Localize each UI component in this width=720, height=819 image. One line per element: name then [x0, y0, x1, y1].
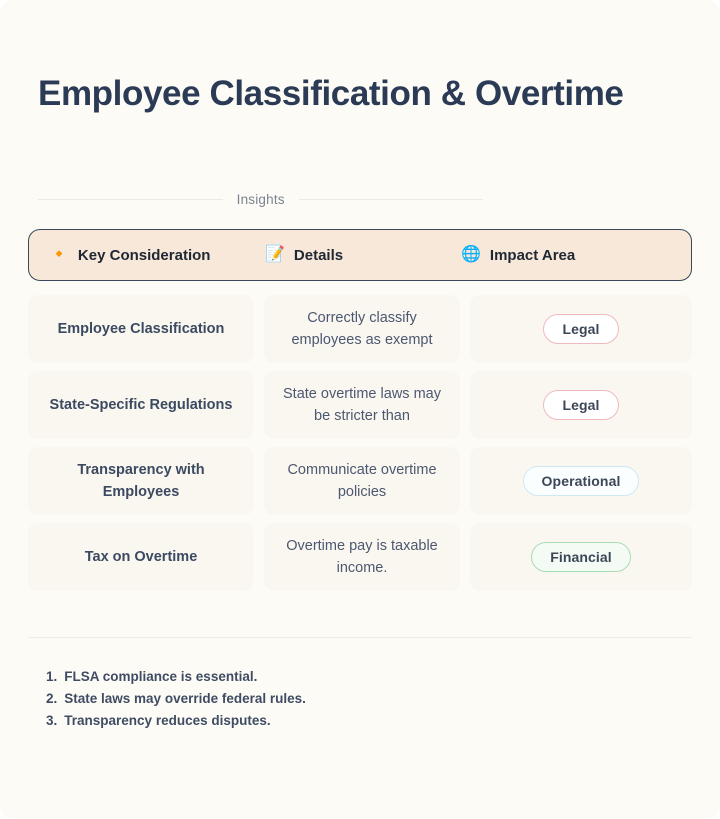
insights-label: Insights: [236, 192, 285, 207]
table-row: [28, 523, 692, 591]
table-row: [28, 371, 692, 439]
cell-consideration-text: State-Specific Regulations: [49, 397, 233, 413]
status-badge[interactable]: Financial: [531, 542, 631, 572]
cell-consideration: [28, 523, 254, 591]
cell-details: [264, 371, 460, 439]
cell-details: [264, 295, 460, 363]
table-row: [28, 295, 692, 363]
cell-consideration-text: Tax on Overtime: [84, 549, 198, 565]
cell-impact: [470, 523, 692, 591]
table-header-details: [265, 247, 461, 264]
table-row: [28, 447, 692, 515]
status-badge[interactable]: Legal: [543, 390, 618, 420]
cell-consideration-text: Transparency with Employees: [77, 462, 205, 500]
list-item-number: 1.: [46, 669, 58, 684]
divider-rule-left: [38, 199, 223, 200]
table-header-row: [28, 229, 692, 281]
list-item-number: 2.: [46, 691, 58, 706]
red-diamond-icon: 🔸: [49, 246, 69, 263]
insights-divider: [38, 192, 682, 207]
cell-details-text: Communicate overtime policies: [287, 462, 437, 500]
cell-details: [264, 447, 460, 515]
cell-consideration: [28, 295, 254, 363]
footer-key-points-list: [46, 666, 720, 732]
cell-impact: [470, 447, 692, 515]
cell-details-text: Correctly classify employees as exempt: [291, 310, 433, 348]
cell-details-text: State overtime laws may be stricter than: [283, 386, 441, 424]
list-item: [46, 710, 720, 732]
table-header-key-consideration: [29, 247, 265, 264]
divider-rule-right: [299, 199, 484, 200]
page-title: Employee Classification & Overtime: [38, 74, 624, 113]
cell-impact: [470, 295, 692, 363]
table-header-label-3: Impact Area: [489, 246, 576, 264]
table-header-impact-area: [461, 247, 691, 264]
globe-icon: 🌐: [461, 246, 481, 263]
status-badge[interactable]: Operational: [523, 466, 640, 496]
table-header-label-1: Key Consideration: [77, 246, 211, 264]
cell-impact: [470, 371, 692, 439]
footer-divider: [28, 637, 692, 638]
cell-details-text: Overtime pay is taxable income.: [286, 538, 438, 576]
cell-consideration: [28, 447, 254, 515]
memo-icon: 📝: [265, 246, 285, 263]
list-item-label: Transparency reduces disputes.: [64, 713, 271, 728]
cell-consideration: [28, 371, 254, 439]
list-item-label: State laws may override federal rules.: [64, 691, 306, 706]
cell-consideration-text: Employee Classification: [57, 321, 225, 337]
status-badge[interactable]: Legal: [543, 314, 618, 344]
list-item: [46, 688, 720, 710]
list-item-number: 3.: [46, 713, 58, 728]
title-block: [0, 0, 720, 116]
table-header-label-2: Details: [293, 246, 344, 264]
list-item: [46, 666, 720, 688]
insights-table: [28, 229, 692, 591]
cell-details: [264, 523, 460, 591]
list-item-label: FLSA compliance is essential.: [64, 669, 258, 684]
